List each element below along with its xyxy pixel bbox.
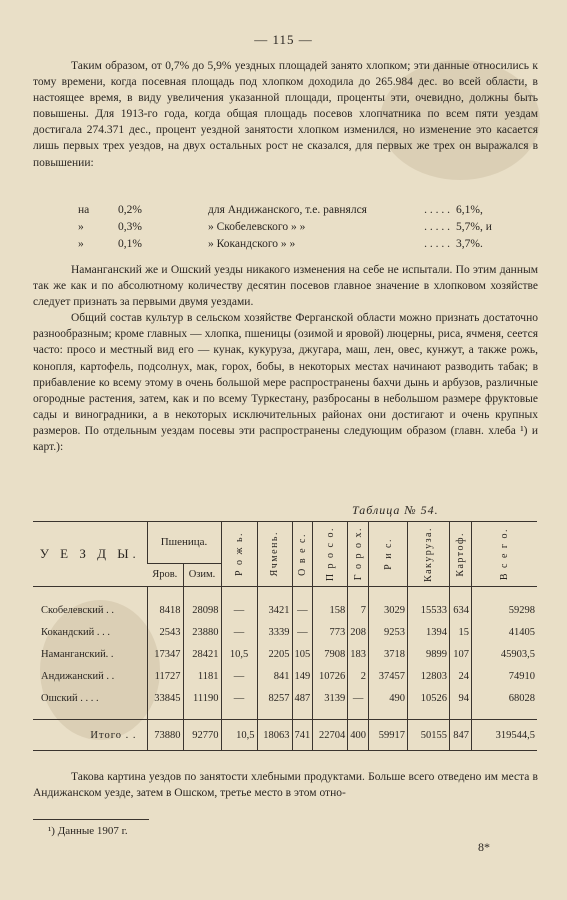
cell: 2 <box>348 665 369 687</box>
list-dots: . . . . . <box>424 204 450 216</box>
cell: 9899 <box>408 643 450 665</box>
table-row <box>33 587 537 622</box>
cell: 24 <box>450 665 472 687</box>
paragraph-1 <box>33 58 538 171</box>
cell: — <box>292 587 313 622</box>
total-cell: 59917 <box>369 720 408 751</box>
header-winter: Озим. <box>183 563 221 586</box>
header-col <box>348 522 369 587</box>
paragraph-2 <box>33 262 538 455</box>
cell: 158 <box>313 587 348 622</box>
list-dots: . . . . . <box>424 238 450 250</box>
cell: 94 <box>450 687 472 720</box>
cell: 41405 <box>472 621 538 643</box>
header-col-label: О в е с. <box>296 532 308 576</box>
total-cell: 319544,5 <box>472 720 538 751</box>
cell: 7 <box>348 587 369 622</box>
list-label: для Андижанского, т.е. равнялся <box>208 204 367 216</box>
cell: 2543 <box>147 621 183 643</box>
cell: 8418 <box>147 587 183 622</box>
total-cell: 847 <box>450 720 472 751</box>
cell: 17347 <box>147 643 183 665</box>
cell: 12803 <box>408 665 450 687</box>
cell: 183 <box>348 643 369 665</box>
list-item <box>78 236 498 253</box>
header-col <box>408 522 450 587</box>
cell: 9253 <box>369 621 408 643</box>
cell: — <box>292 621 313 643</box>
list-prep: на <box>78 204 90 216</box>
cell: 105 <box>292 643 313 665</box>
header-col-label: Р и с. <box>382 538 394 570</box>
cell: 841 <box>257 665 292 687</box>
total-cell: 50155 <box>408 720 450 751</box>
cell: 3421 <box>257 587 292 622</box>
header-spring: Яров. <box>147 563 183 586</box>
header-col-label: Какуруза. <box>423 526 434 582</box>
row-name: Андижанский . . <box>41 670 115 682</box>
cell: 10526 <box>408 687 450 720</box>
total-cell: 741 <box>292 720 313 751</box>
total-cell: 400 <box>348 720 369 751</box>
header-col <box>292 522 313 587</box>
cell: 3139 <box>313 687 348 720</box>
cell: 1394 <box>408 621 450 643</box>
list-percent: 0,3% <box>118 221 142 233</box>
cell: 107 <box>450 643 472 665</box>
list-item <box>78 219 498 236</box>
table-row <box>33 665 537 687</box>
list-prep: » <box>78 221 84 233</box>
header-col <box>257 522 292 587</box>
footnote-rule <box>33 819 149 820</box>
cell: 23880 <box>183 621 221 643</box>
list-prep: » <box>78 238 84 250</box>
cell: 773 <box>313 621 348 643</box>
header-col <box>450 522 472 587</box>
cell: 59298 <box>472 587 538 622</box>
header-col <box>221 522 257 587</box>
cell: 3029 <box>369 587 408 622</box>
list-label: » Скобелевского » » <box>208 221 306 233</box>
total-cell: 18063 <box>257 720 292 751</box>
paragraph-text: Такова картина уездов по занятости хлебными продуктами. Больше всего отведено им места в Андижанском уезде, затем в Ошском, третье место в этом отно- <box>33 771 538 800</box>
cell: 15 <box>450 621 472 643</box>
header-col-label: В с е г о. <box>499 527 510 581</box>
total-cell: 92770 <box>183 720 221 751</box>
header-wheat: Пшеница. <box>147 522 221 564</box>
cell: 8257 <box>257 687 292 720</box>
total-label: Итого . . <box>33 720 147 751</box>
cell: 28098 <box>183 587 221 622</box>
row-name: Скобелевский . . <box>41 604 114 616</box>
crops-table <box>33 521 537 751</box>
header-col-label: Г о р о х. <box>352 527 364 581</box>
paragraph-text: Таким образом, от 0,7% до 5,9% уездных площадей занято хлопком; эти данные относились к тому времени, когда посевная площадь под хлопком доходила до 265.984 дес. во всей области, в настоящее время, в виду увеличения указанной площади, проценты эти, очевидно, должны быть повышены. Для 1913-го года, когда общая площадь посевов хлопчатника по всем пяти уездам достигала 274.371 дес., процент уездной занятости хлопком изменился, но изменение это касается лишь первых трех уездов, на двух остальных рост не сказался, для первых же трех он выражался в повышении: <box>33 60 538 169</box>
cell: 10,5 <box>221 643 257 665</box>
header-col-label: Р о ж ь. <box>233 531 245 577</box>
cell: — <box>348 687 369 720</box>
list-label: » Кокандского » » <box>208 238 296 250</box>
list-percent: 0,1% <box>118 238 142 250</box>
table-row <box>33 643 537 665</box>
list-value: 6,1%, <box>456 204 483 216</box>
paragraph-text: Наманганский же и Ошский уезды никакого изменения на себе не испытали. По этим данным так же как и по абсолютному количеству десятин посевов главное значение в хлопковом хозяйстве следует признать за первыми двумя уездами. <box>33 264 538 309</box>
cell: 68028 <box>472 687 538 720</box>
cell: 3718 <box>369 643 408 665</box>
table-row <box>33 621 537 643</box>
header-col-label: П р о с о. <box>324 526 336 582</box>
cell: 208 <box>348 621 369 643</box>
list-value: 3,7%. <box>456 238 483 250</box>
cell: 7908 <box>313 643 348 665</box>
header-col <box>369 522 408 587</box>
total-cell: 10,5 <box>221 720 257 751</box>
cell: — <box>221 665 257 687</box>
cell: 149 <box>292 665 313 687</box>
cell: 74910 <box>472 665 538 687</box>
signature-mark: 8* <box>478 840 490 854</box>
cell: — <box>221 587 257 622</box>
list-dots: . . . . . <box>424 221 450 233</box>
list-item <box>78 202 498 219</box>
cell: 634 <box>450 587 472 622</box>
header-col-label: Ячмень. <box>269 531 280 577</box>
cell: — <box>221 687 257 720</box>
cell: 10726 <box>313 665 348 687</box>
row-name: Наманганский. . <box>41 648 114 660</box>
cell: 15533 <box>408 587 450 622</box>
header-col <box>472 522 538 587</box>
total-cell: 73880 <box>147 720 183 751</box>
cell: 11727 <box>147 665 183 687</box>
cell: — <box>221 621 257 643</box>
paragraph-text: Общий состав культур в сельском хозяйстве Ферганской области можно признать достаточно разнообразным; кроме главных — хлопка, пшеницы (озимой и яровой) люцерны, риса, ячменя, сеется часто: просо и местный вид его — кунак, кукуруза, джугара, маш, лен, овес, кунжут, а также рожь, конопля, картофель, подсолнух, мак, горох, бобы, в некоторых местах начинают разводить табак; в прибавление ко всему этому в очень большой мере распространены бахчи дынь и арбузов, различные огородные растения, затем, как и по всему Туркестану, разбросаны в небольшом размере фруктовые сады и виноградники, а в некоторых исключительных районах они достигают и очень крупных размеров. По отдельным уездам посевы эти распространены следующим образом (главн. хлеба ¹) и карт.): <box>33 312 538 454</box>
header-col <box>313 522 348 587</box>
table-row <box>33 687 537 720</box>
cell: 45903,5 <box>472 643 538 665</box>
paragraph-3 <box>33 769 538 801</box>
total-cell: 22704 <box>313 720 348 751</box>
cell: 33845 <box>147 687 183 720</box>
footnote: ¹) Данные 1907 г. <box>48 825 128 837</box>
list-percent: 0,2% <box>118 204 142 216</box>
cell: 11190 <box>183 687 221 720</box>
list-value: 5,7%, и <box>456 221 492 233</box>
cell: 28421 <box>183 643 221 665</box>
header-col-label: Картоф. <box>455 531 466 577</box>
cell: 487 <box>292 687 313 720</box>
total-row <box>33 720 537 751</box>
cell: 490 <box>369 687 408 720</box>
row-name: Ошский . . . . <box>41 692 99 704</box>
header-district: У Е З Д Ы. <box>33 522 147 587</box>
row-name: Кокандский . . . <box>41 626 111 638</box>
table-caption: Таблица № 54. <box>352 503 439 517</box>
page-number: — 115 — <box>254 32 313 47</box>
cell: 1181 <box>183 665 221 687</box>
percentage-list <box>78 202 498 253</box>
cell: 3339 <box>257 621 292 643</box>
cell: 37457 <box>369 665 408 687</box>
cell: 2205 <box>257 643 292 665</box>
